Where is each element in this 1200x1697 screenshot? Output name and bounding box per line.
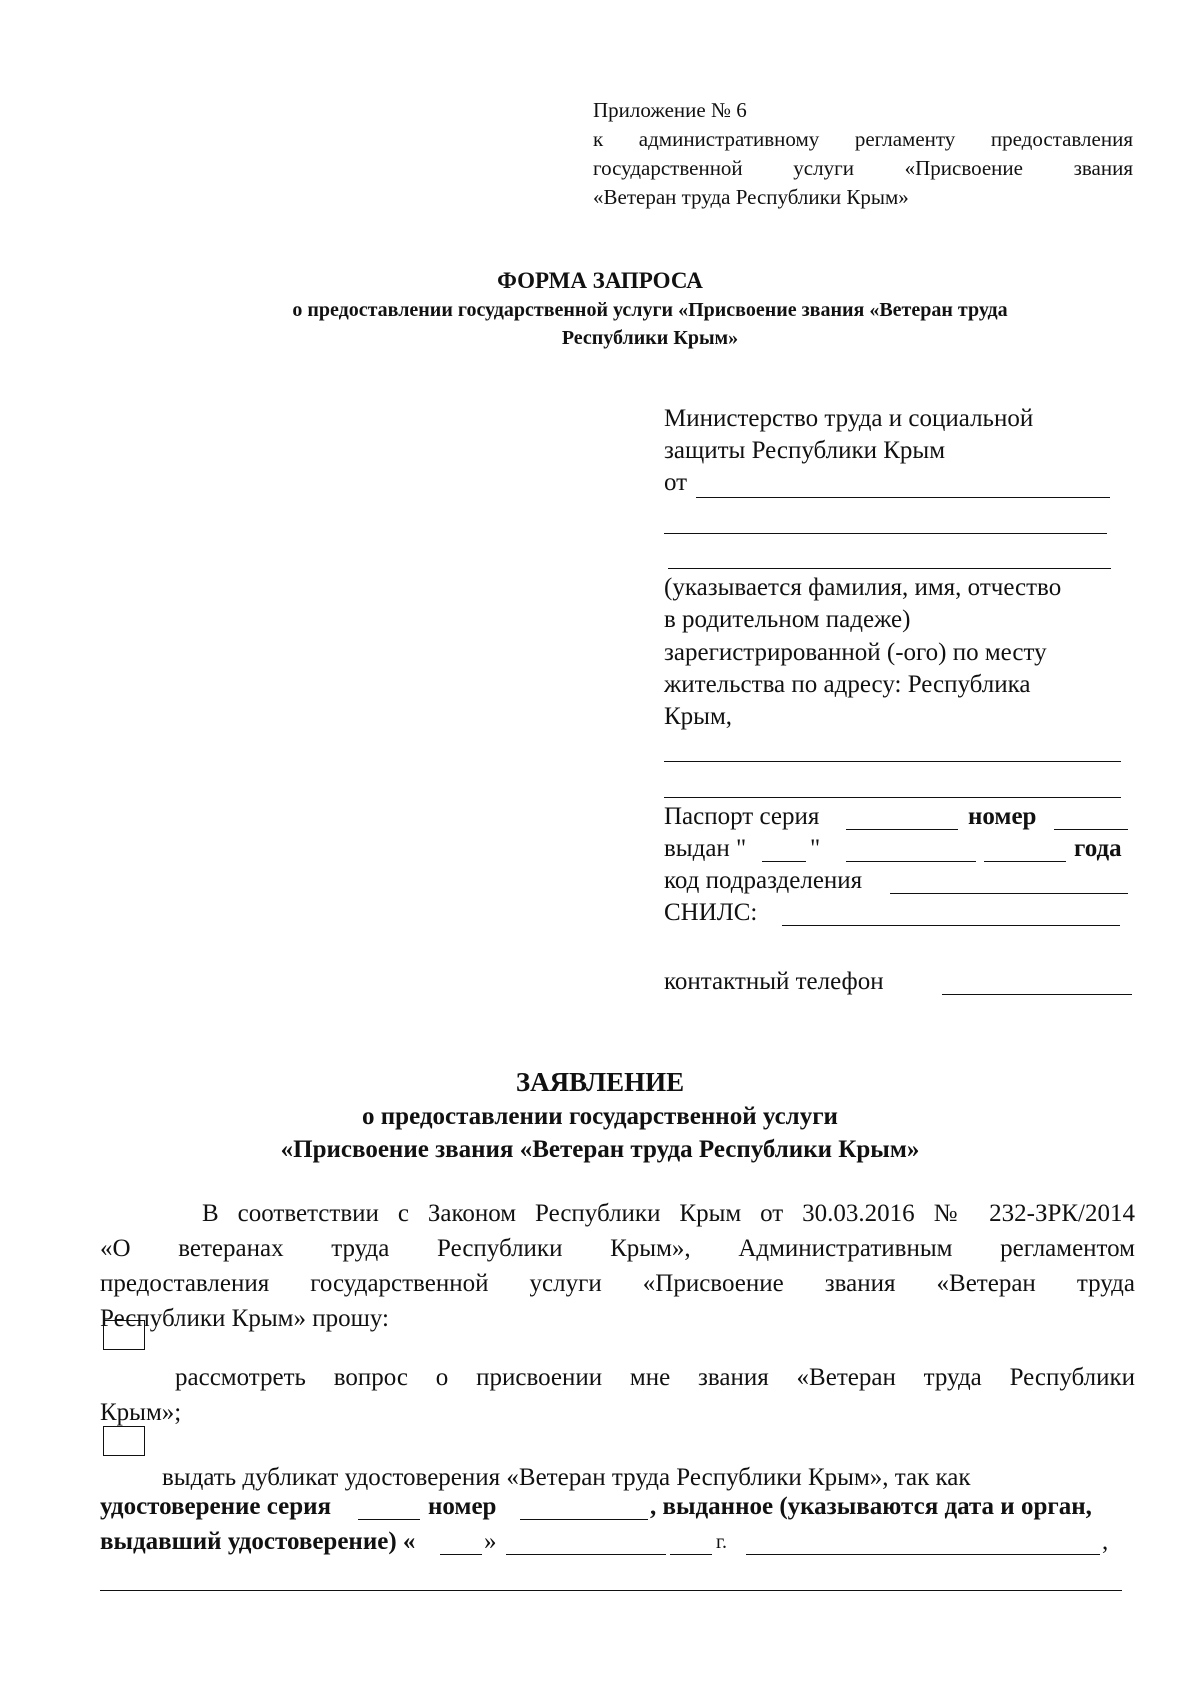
annex-service-line: государственной услуги «Присвоение звания <box>593 156 1133 180</box>
registration-line3: Крым, <box>664 703 733 730</box>
option2-issued-label: , выданное (указываются дата и орган, <box>650 1493 1092 1520</box>
registration-line2: жительства по адресу: Республика <box>664 671 1031 698</box>
snils-field[interactable] <box>782 925 1120 926</box>
form-subtitle-line2: Республики Крым» <box>561 327 739 349</box>
intro-line4: Республики Крым» прошу: <box>100 1305 389 1332</box>
form-title: ФОРМА ЗАПРОСА <box>497 268 703 293</box>
passport-series-label: Паспорт серия <box>664 803 820 830</box>
registration-line1: зарегистрированной (-ого) по месту <box>664 639 1047 666</box>
option2-issuer-label: выдавший удостоверение) « <box>100 1528 416 1555</box>
cert-issuer-field-2[interactable] <box>100 1590 1122 1591</box>
option1-checkbox[interactable] <box>103 1320 145 1350</box>
passport-issued-year-field[interactable] <box>984 861 1066 862</box>
cert-issuer-field[interactable] <box>746 1554 1100 1555</box>
passport-issued-day-field[interactable] <box>762 861 806 862</box>
intro-line3: предоставления государственной услуги «Присвоение звания «Ветеран труда <box>100 1270 1135 1297</box>
option2-comma: , <box>1102 1528 1109 1555</box>
dept-code-field[interactable] <box>890 893 1128 894</box>
cert-number-field[interactable] <box>520 1519 648 1520</box>
from-name-field-2[interactable] <box>664 533 1107 534</box>
passport-series-field[interactable] <box>846 829 958 830</box>
passport-number-label: номер <box>968 803 1037 830</box>
cert-series-field[interactable] <box>358 1519 420 1520</box>
from-name-field[interactable] <box>696 497 1110 498</box>
statement-title: ЗАЯВЛЕНИЕ <box>515 1067 685 1097</box>
from-name-field-3[interactable] <box>668 568 1111 569</box>
annex-regulation-line: к административному регламенту предоставления <box>593 127 1133 151</box>
phone-field[interactable] <box>942 994 1132 995</box>
address-field-2[interactable] <box>664 797 1121 798</box>
passport-issued-month-field[interactable] <box>846 861 976 862</box>
phone-label: контактный телефон <box>664 968 884 995</box>
option2-cert-label: удостоверение серия <box>100 1493 332 1520</box>
name-note-line1: (указывается фамилия, имя, отчество <box>664 574 1062 601</box>
intro-line2: «О ветеранах труда Республики Крым», Административным регламентом <box>100 1235 1135 1262</box>
option2-number-label: номер <box>428 1493 497 1520</box>
dept-code-label: код подразделения <box>664 867 863 894</box>
passport-series-row <box>664 801 819 833</box>
statement-subtitle-line2: «Присвоение звания «Ветеран труда Республики Крым» <box>280 1136 920 1163</box>
option2-line1: выдать дубликат удостоверения «Ветеран труда Республики Крым», так как <box>162 1464 971 1491</box>
cert-issued-month-field[interactable] <box>506 1554 666 1555</box>
annex-number: Приложение № 6 <box>593 98 747 122</box>
name-note-line2: в родительном падеже) <box>664 606 911 633</box>
option1-line1: рассмотреть вопрос о присвоении мне звания «Ветеран труда Республики <box>175 1364 1135 1391</box>
statement-subtitle-line1: о предоставлении государственной услуги <box>362 1103 838 1130</box>
cert-issued-day-field[interactable] <box>440 1554 482 1555</box>
address-field-1[interactable] <box>664 761 1121 762</box>
passport-issued-quote-close: " <box>810 835 821 862</box>
snils-label: СНИЛС: <box>664 899 758 926</box>
addressee-line1: Министерство труда и социальной <box>664 405 1034 432</box>
addressee-line2: защиты Республики Крым <box>664 437 946 464</box>
option2-quote-close: » <box>484 1528 497 1555</box>
annex-block <box>593 96 1133 212</box>
passport-year-label: года <box>1074 835 1122 862</box>
option2-checkbox[interactable] <box>103 1426 145 1456</box>
cert-issued-year-field[interactable] <box>670 1554 712 1555</box>
passport-number-field[interactable] <box>1054 829 1128 830</box>
intro-line1: В соответствии с Законом Республики Крым от 30.03.2016 № 232-ЗРК/2014 <box>202 1200 1135 1227</box>
form-subtitle-line1: о предоставлении государственной услуги «Присвоение звания «Ветеран труда <box>292 299 1008 321</box>
option1-line2: Крым»; <box>100 1399 182 1426</box>
annex-service-name: «Ветеран труда Республики Крым» <box>593 185 909 209</box>
from-label: от <box>664 469 688 496</box>
form-subtitle <box>200 296 1100 352</box>
option2-year-abbr: г. <box>716 1531 727 1553</box>
passport-issued-label: выдан " <box>664 835 747 862</box>
